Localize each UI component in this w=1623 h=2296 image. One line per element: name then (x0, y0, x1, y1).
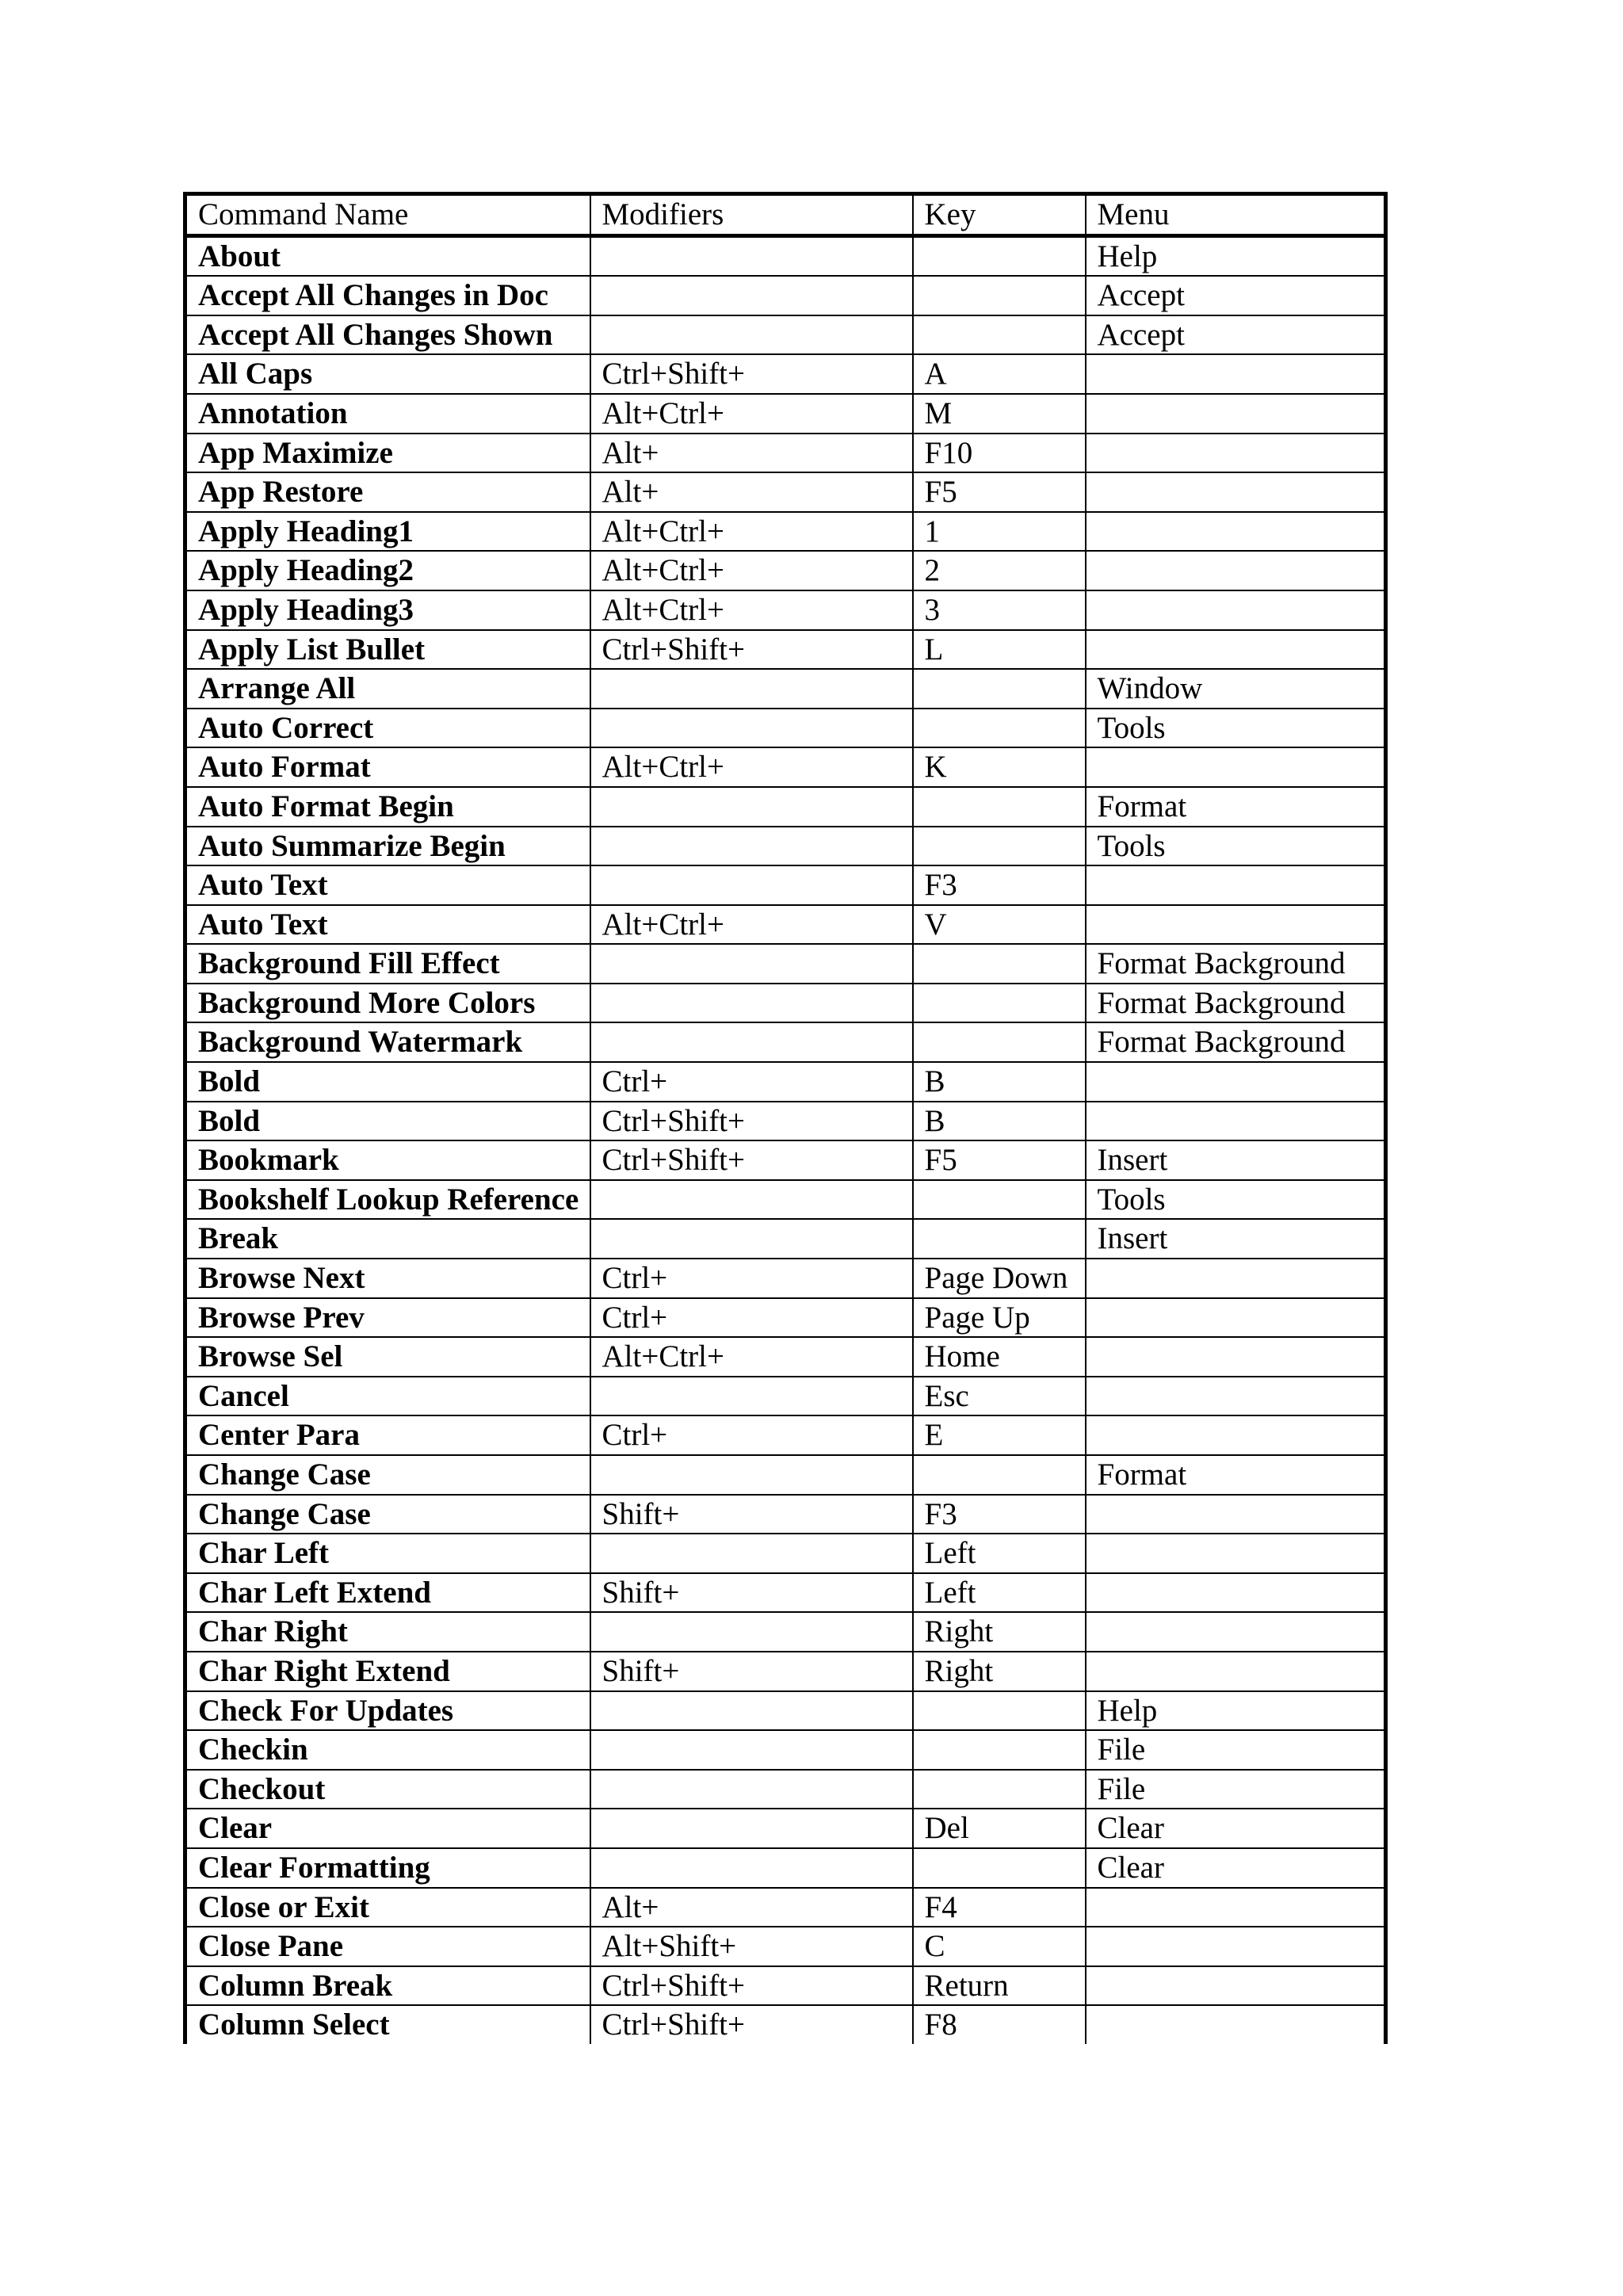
key-cell: B (913, 1062, 1086, 1102)
command-name-cell: Clear Formatting (185, 1848, 590, 1888)
key-cell: B (913, 1102, 1086, 1141)
modifiers-cell (590, 865, 913, 905)
table-row (185, 1573, 1386, 1613)
menu-cell (1086, 1495, 1386, 1534)
key-cell: Right (913, 1652, 1086, 1691)
menu-cell: Format Background (1086, 944, 1386, 984)
menu-cell: Clear (1086, 1848, 1386, 1888)
table-row (185, 394, 1386, 434)
menu-cell: File (1086, 1770, 1386, 1809)
menu-cell (1086, 472, 1386, 512)
command-name-cell: Checkout (185, 1770, 590, 1809)
menu-cell: Format Background (1086, 1022, 1386, 1062)
modifiers-cell: Ctrl+Shift+ (590, 630, 913, 670)
table-row (185, 709, 1386, 748)
menu-cell: Accept (1086, 315, 1386, 355)
command-name-cell: Browse Sel (185, 1337, 590, 1377)
table-row (185, 827, 1386, 866)
menu-cell: File (1086, 1730, 1386, 1770)
modifiers-cell: Alt+Ctrl+ (590, 1337, 913, 1377)
command-name-cell: Bold (185, 1062, 590, 1102)
menu-cell (1086, 2005, 1386, 2044)
modifiers-cell: Alt+Ctrl+ (590, 551, 913, 590)
modifiers-cell (590, 1219, 913, 1259)
key-cell: V (913, 905, 1086, 945)
table-row (185, 1966, 1386, 2006)
menu-cell (1086, 354, 1386, 394)
menu-cell (1086, 1888, 1386, 1927)
table-row (185, 1337, 1386, 1377)
key-cell: Del (913, 1809, 1086, 1848)
key-cell: 1 (913, 512, 1086, 552)
menu-cell: Format Background (1086, 984, 1386, 1023)
table-row (185, 472, 1386, 512)
header-menu: Menu (1086, 194, 1386, 236)
key-cell: F3 (913, 1495, 1086, 1534)
modifiers-cell (590, 315, 913, 355)
table-row (185, 551, 1386, 590)
command-name-cell: Char Right (185, 1612, 590, 1652)
key-cell (913, 1691, 1086, 1731)
table-row (185, 1534, 1386, 1573)
modifiers-cell (590, 827, 913, 866)
modifiers-cell (590, 1534, 913, 1573)
command-name-cell: Bookmark (185, 1140, 590, 1180)
table-row (185, 1219, 1386, 1259)
key-cell: 3 (913, 590, 1086, 630)
table-row (185, 1730, 1386, 1770)
table-row (185, 865, 1386, 905)
command-name-cell: Annotation (185, 394, 590, 434)
key-cell: A (913, 354, 1086, 394)
key-cell: C (913, 1927, 1086, 1966)
command-name-cell: Arrange All (185, 669, 590, 709)
modifiers-cell (590, 1848, 913, 1888)
menu-cell (1086, 1377, 1386, 1416)
menu-cell (1086, 865, 1386, 905)
modifiers-cell (590, 276, 913, 315)
modifiers-cell: Ctrl+Shift+ (590, 1966, 913, 2006)
table-row (185, 1062, 1386, 1102)
key-cell: F3 (913, 865, 1086, 905)
command-name-cell: Cancel (185, 1377, 590, 1416)
modifiers-cell: Alt+ (590, 434, 913, 473)
key-cell (913, 1848, 1086, 1888)
command-name-cell: All Caps (185, 354, 590, 394)
menu-cell (1086, 1573, 1386, 1613)
command-name-cell: App Restore (185, 472, 590, 512)
command-name-cell: Auto Summarize Begin (185, 827, 590, 866)
key-cell: F8 (913, 2005, 1086, 2044)
command-name-cell: Char Left Extend (185, 1573, 590, 1613)
menu-cell: Accept (1086, 276, 1386, 315)
modifiers-cell: Alt+Ctrl+ (590, 747, 913, 787)
menu-cell (1086, 905, 1386, 945)
key-cell: Left (913, 1573, 1086, 1613)
key-cell: F5 (913, 1140, 1086, 1180)
key-cell: Home (913, 1337, 1086, 1377)
modifiers-cell: Alt+ (590, 472, 913, 512)
modifiers-cell: Ctrl+Shift+ (590, 2005, 913, 2044)
menu-cell: Help (1086, 235, 1386, 276)
modifiers-cell (590, 787, 913, 827)
key-cell (913, 827, 1086, 866)
table-row (185, 1022, 1386, 1062)
modifiers-cell: Ctrl+Shift+ (590, 1140, 913, 1180)
command-name-cell: Apply Heading2 (185, 551, 590, 590)
modifiers-cell (590, 1022, 913, 1062)
menu-cell: Tools (1086, 827, 1386, 866)
table-row (185, 1102, 1386, 1141)
menu-cell: Insert (1086, 1219, 1386, 1259)
key-cell: 2 (913, 551, 1086, 590)
command-name-cell: Column Select (185, 2005, 590, 2044)
table-row (185, 1770, 1386, 1809)
command-name-cell: Accept All Changes in Doc (185, 276, 590, 315)
modifiers-cell (590, 1180, 913, 1220)
modifiers-cell (590, 1809, 913, 1848)
modifiers-cell: Ctrl+ (590, 1259, 913, 1298)
menu-cell (1086, 1259, 1386, 1298)
key-cell: Esc (913, 1377, 1086, 1416)
key-cell (913, 984, 1086, 1023)
table-row (185, 669, 1386, 709)
command-name-cell: Clear (185, 1809, 590, 1848)
modifiers-cell: Ctrl+ (590, 1062, 913, 1102)
table-row (185, 1612, 1386, 1652)
menu-cell: Format (1086, 787, 1386, 827)
key-cell (913, 276, 1086, 315)
table-row (185, 1298, 1386, 1338)
command-name-cell: Change Case (185, 1495, 590, 1534)
command-name-cell: Auto Format (185, 747, 590, 787)
menu-cell: Window (1086, 669, 1386, 709)
table-row (185, 235, 1386, 276)
command-name-cell: Browse Next (185, 1259, 590, 1298)
menu-cell: Tools (1086, 709, 1386, 748)
menu-cell (1086, 590, 1386, 630)
menu-cell (1086, 394, 1386, 434)
key-cell: M (913, 394, 1086, 434)
command-name-cell: Background More Colors (185, 984, 590, 1023)
command-name-cell: Apply Heading1 (185, 512, 590, 552)
key-cell (913, 1180, 1086, 1220)
modifiers-cell (590, 235, 913, 276)
command-name-cell: Close or Exit (185, 1888, 590, 1927)
modifiers-cell: Alt+Ctrl+ (590, 905, 913, 945)
key-cell: Return (913, 1966, 1086, 2006)
table-row (185, 315, 1386, 355)
key-cell: Page Down (913, 1259, 1086, 1298)
modifiers-cell: Ctrl+Shift+ (590, 1102, 913, 1141)
table-row (185, 2005, 1386, 2044)
modifiers-cell (590, 1691, 913, 1731)
menu-cell (1086, 434, 1386, 473)
key-cell (913, 1022, 1086, 1062)
key-cell (913, 709, 1086, 748)
modifiers-cell: Ctrl+Shift+ (590, 354, 913, 394)
table-row (185, 276, 1386, 315)
table-row (185, 354, 1386, 394)
modifiers-cell (590, 944, 913, 984)
key-cell (913, 669, 1086, 709)
table-row (185, 630, 1386, 670)
menu-cell: Clear (1086, 1809, 1386, 1848)
menu-cell (1086, 1534, 1386, 1573)
modifiers-cell: Alt+Ctrl+ (590, 590, 913, 630)
table-body (185, 235, 1386, 2044)
modifiers-cell (590, 1377, 913, 1416)
command-name-cell: Char Left (185, 1534, 590, 1573)
modifiers-cell: Alt+Ctrl+ (590, 512, 913, 552)
table-row (185, 1180, 1386, 1220)
table-row (185, 1455, 1386, 1495)
command-name-cell: Close Pane (185, 1927, 590, 1966)
menu-cell (1086, 1966, 1386, 2006)
key-cell: L (913, 630, 1086, 670)
table-row (185, 1652, 1386, 1691)
key-cell: Right (913, 1612, 1086, 1652)
menu-cell (1086, 1337, 1386, 1377)
key-cell: Left (913, 1534, 1086, 1573)
command-name-cell: About (198, 239, 281, 273)
command-name-cell: Checkin (185, 1730, 590, 1770)
key-cell (913, 787, 1086, 827)
menu-cell (1086, 1415, 1386, 1455)
command-name-cell: Background Watermark (185, 1022, 590, 1062)
menu-cell (1086, 1062, 1386, 1102)
table-row (185, 1140, 1386, 1180)
command-name-cell: Char Right Extend (185, 1652, 590, 1691)
key-cell (913, 235, 1086, 276)
command-name-cell: Apply List Bullet (185, 630, 590, 670)
table-row (185, 1259, 1386, 1298)
command-name-cell: Auto Text (185, 865, 590, 905)
menu-cell (1086, 1102, 1386, 1141)
key-cell (913, 1770, 1086, 1809)
table-row (185, 1495, 1386, 1534)
menu-cell: Insert (1086, 1140, 1386, 1180)
key-cell: F10 (913, 434, 1086, 473)
command-name-cell: Apply Heading3 (185, 590, 590, 630)
menu-cell (1086, 1298, 1386, 1338)
key-cell: E (913, 1415, 1086, 1455)
command-name-cell: Background Fill Effect (185, 944, 590, 984)
key-cell: F4 (913, 1888, 1086, 1927)
table-row (185, 787, 1386, 827)
table-row (185, 747, 1386, 787)
key-cell (913, 944, 1086, 984)
modifiers-cell (590, 1770, 913, 1809)
header-key: Key (913, 194, 1086, 236)
command-name-cell: Auto Format Begin (185, 787, 590, 827)
menu-cell (1086, 551, 1386, 590)
modifiers-cell: Alt+Shift+ (590, 1927, 913, 1966)
modifiers-cell: Shift+ (590, 1652, 913, 1691)
table-row (185, 905, 1386, 945)
table-row (185, 1415, 1386, 1455)
menu-cell: Help (1086, 1691, 1386, 1731)
modifiers-cell: Ctrl+ (590, 1298, 913, 1338)
table-row (185, 944, 1386, 984)
table-row (185, 984, 1386, 1023)
command-name-cell: Check For Updates (185, 1691, 590, 1731)
key-cell (913, 1219, 1086, 1259)
header-modifiers: Modifiers (590, 194, 913, 236)
modifiers-cell (590, 669, 913, 709)
menu-cell: Format (1086, 1455, 1386, 1495)
modifiers-cell: Ctrl+ (590, 1415, 913, 1455)
table-row (185, 512, 1386, 552)
key-cell: F5 (913, 472, 1086, 512)
menu-cell (1086, 1927, 1386, 1966)
table-row (185, 1927, 1386, 1966)
menu-cell (1086, 1652, 1386, 1691)
key-cell: Page Up (913, 1298, 1086, 1338)
command-name-cell: Auto Correct (185, 709, 590, 748)
key-cell (913, 1455, 1086, 1495)
table-row (185, 1809, 1386, 1848)
modifiers-cell (590, 1455, 913, 1495)
table-row (185, 1377, 1386, 1416)
modifiers-cell: Shift+ (590, 1495, 913, 1534)
header-row (185, 194, 1386, 236)
command-name-cell: Column Break (185, 1966, 590, 2006)
table-row (185, 434, 1386, 473)
table-row (185, 1888, 1386, 1927)
modifiers-cell (590, 709, 913, 748)
table-row (185, 590, 1386, 630)
header-command-name: Command Name (198, 197, 409, 231)
modifiers-cell: Shift+ (590, 1573, 913, 1613)
table-header (185, 194, 1386, 236)
menu-cell: Tools (1086, 1180, 1386, 1220)
key-cell: K (913, 747, 1086, 787)
menu-cell (1086, 630, 1386, 670)
command-name-cell: Center Para (185, 1415, 590, 1455)
table-row (185, 1691, 1386, 1731)
command-name-cell: Change Case (185, 1455, 590, 1495)
command-name-cell: Accept All Changes Shown (185, 315, 590, 355)
modifiers-cell (590, 984, 913, 1023)
modifiers-cell (590, 1730, 913, 1770)
command-name-cell: Auto Text (185, 905, 590, 945)
command-name-cell: Browse Prev (185, 1298, 590, 1338)
command-name-cell: App Maximize (185, 434, 590, 473)
command-name-cell: Bookshelf Lookup Reference (185, 1180, 590, 1220)
menu-cell (1086, 512, 1386, 552)
menu-cell (1086, 1612, 1386, 1652)
table-row (185, 1848, 1386, 1888)
shortcut-table (183, 192, 1388, 2044)
command-name-cell: Bold (185, 1102, 590, 1141)
modifiers-cell: Alt+Ctrl+ (590, 394, 913, 434)
modifiers-cell: Alt+ (590, 1888, 913, 1927)
modifiers-cell (590, 1612, 913, 1652)
key-cell (913, 1730, 1086, 1770)
menu-cell (1086, 747, 1386, 787)
command-name-cell: Break (185, 1219, 590, 1259)
key-cell (913, 315, 1086, 355)
